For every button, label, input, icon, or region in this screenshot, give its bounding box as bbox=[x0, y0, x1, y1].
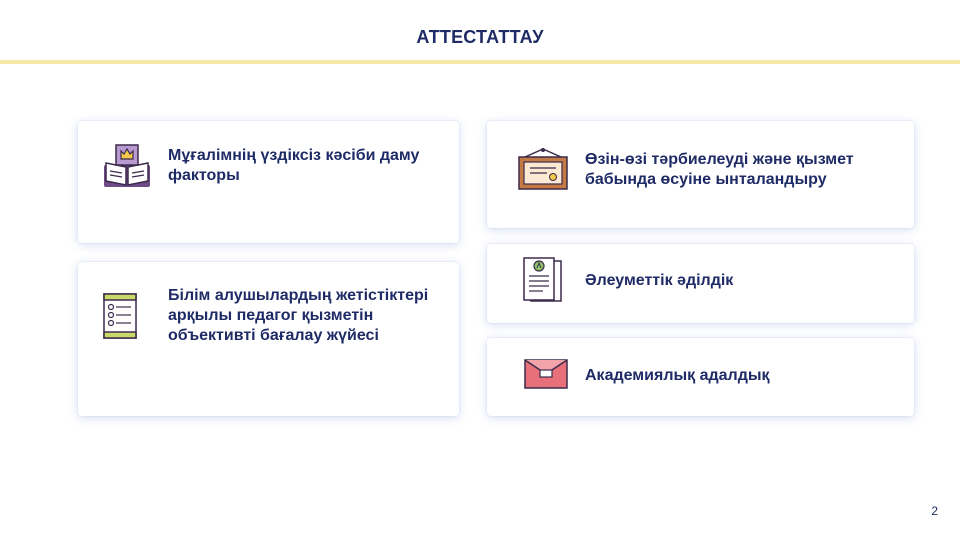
card-social-justice bbox=[487, 244, 914, 323]
card-self-education bbox=[487, 121, 914, 228]
card-text-self-education: Өзін-өзі тәрбиелеуді және қызмет бабында өсуіне ынталандыру bbox=[585, 151, 854, 188]
title-divider bbox=[0, 60, 960, 64]
card-text-academic-integrity: Академиялық адалдық bbox=[585, 367, 770, 384]
card-text-assessment-system: Білім алушылардың жетістіктері арқылы педагог қызметін объективті бағалау жүйесі bbox=[168, 287, 429, 344]
document-award-icon bbox=[521, 256, 563, 309]
envelope-icon bbox=[523, 356, 569, 395]
checklist-icon bbox=[102, 292, 138, 345]
card-text-social-justice: Әлеуметтік әділдік bbox=[585, 272, 734, 289]
card-academic-integrity bbox=[487, 338, 914, 416]
certificate-frame-icon bbox=[517, 147, 569, 196]
card-text-professional-development: Мұғалімнің үздіксіз кәсіби даму факторы bbox=[168, 147, 420, 184]
page-number: 2 bbox=[931, 504, 938, 518]
card-professional-development bbox=[78, 121, 459, 243]
card-assessment-system bbox=[78, 262, 459, 416]
slide-title: АТТЕСТАТТАУ bbox=[416, 27, 544, 47]
book-crown-icon bbox=[102, 143, 152, 194]
